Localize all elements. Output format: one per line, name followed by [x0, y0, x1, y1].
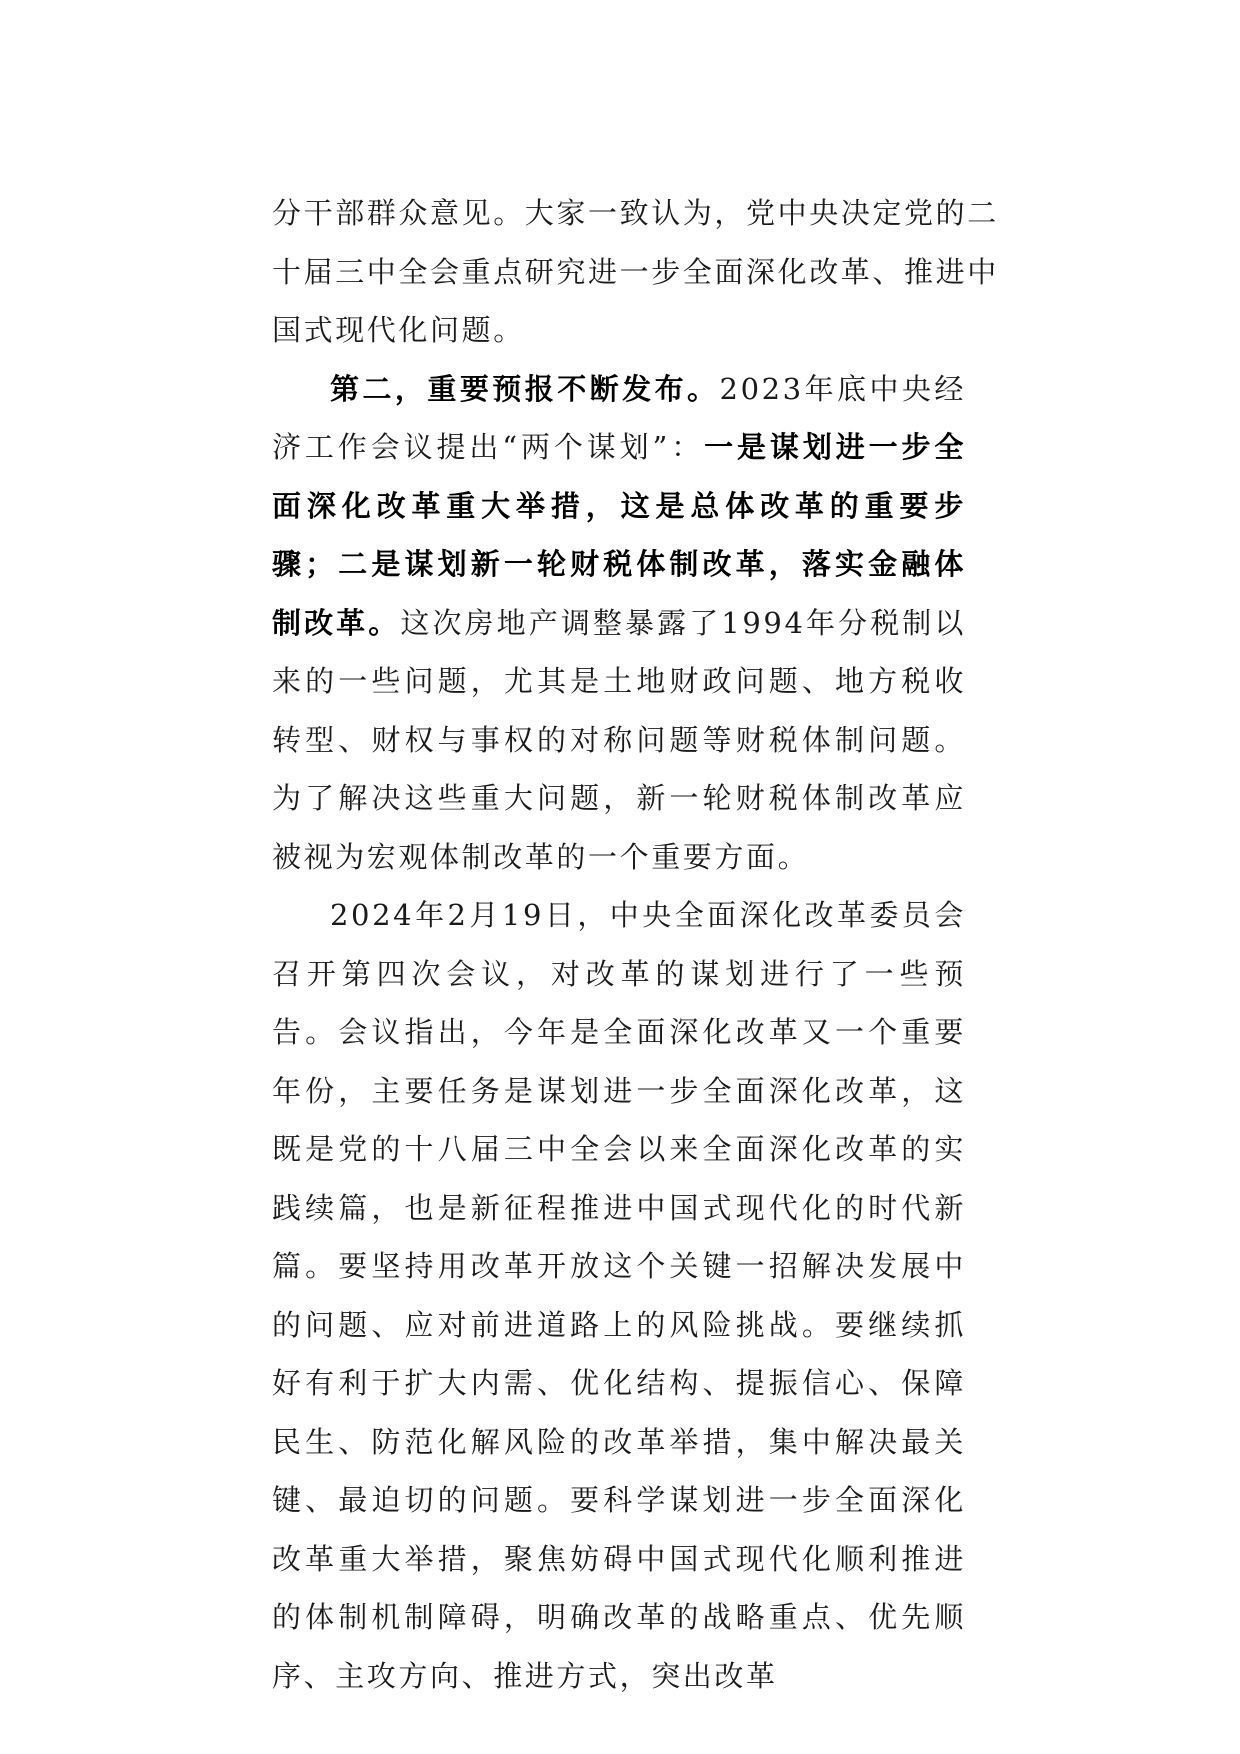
paragraph-text: 这次房地产调整暴露了1994年分税制以来的一些问题，尤其是土地财政问题、地方税收转型、财权与事权的对称问题等财税体制问题。为了解决这些重大问题，新一轮财税体制改革应被视为宏观体制改革的一个重要方面。	[272, 605, 966, 874]
paragraph-second-point	[272, 360, 966, 887]
text-line: 国式现代化问题。	[272, 313, 525, 347]
paragraph-meeting	[272, 886, 966, 1705]
document-body	[272, 184, 999, 1705]
paragraph-text: 2023年底中央经济工作会议提出“两个谋划”：	[272, 371, 967, 464]
text-line: 十届三中全会重点研究进一步全面深化改革、推进中	[272, 254, 999, 289]
text-line: 分干部群众意见。大家一致认为，党中央决定党的二	[272, 196, 999, 230]
paragraph-text: 2024年2月19日，中央全面深化改革委员会召开第四次会议，对改革的谋划进行了一些预告。会议指出，今年是全面深化改革又一个重要年份，主要任务是谋划进一步全面深化改革，这既是党的十八届三中全会以来全面深化改革的实践续篇，也是新征程推进中国式现代化的时代新篇。要坚持用改革开放这个关键一招解决发展中的问题、应对前进道路上的风险挑战。要继续抓好有利于扩大内需、优化结构、提振信心、保障民生、防范化解风险的改革举措，集中解决最关键、最迫切的问题。要科学谋划进一步全面深化改革重大举措，聚焦妨碍中国式现代化顺利推进的体制机制障碍，明确改革的战略重点、优先顺序、主攻方向、推进方式，突出改革	[272, 898, 966, 1693]
section-heading: 第二，重要预报不断发布。	[330, 371, 720, 406]
paragraph-continued	[272, 184, 999, 360]
emphasized-text: 一是谋划进一步全面深化改革重大举措，这是总体改革的重要步骤；二是谋划新一轮财税体制改革，落实金融体制改革。	[272, 430, 966, 640]
